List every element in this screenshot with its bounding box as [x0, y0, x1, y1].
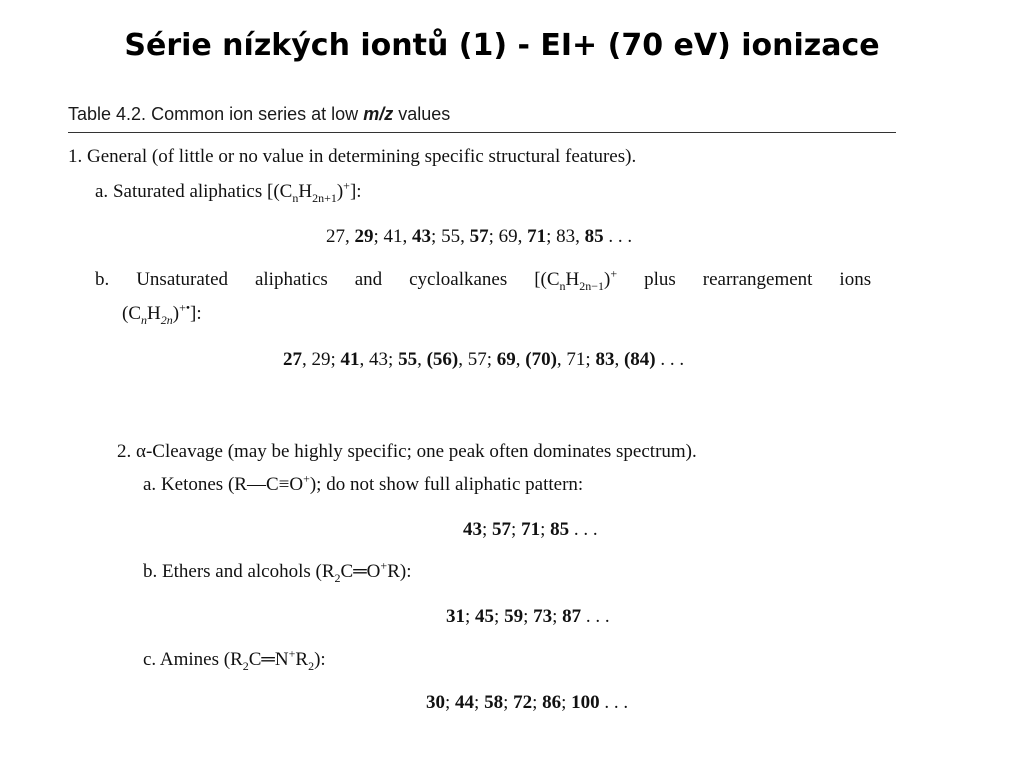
- ion-separator: ;: [482, 519, 493, 540]
- ion-separator: . . .: [581, 606, 610, 627]
- ion-value: 29: [354, 226, 374, 247]
- item-1b-word: cycloalkanes: [409, 269, 508, 290]
- caption-text: Common ion series at low: [151, 104, 359, 124]
- ion-value: 41: [340, 349, 360, 370]
- item-2c: [143, 648, 326, 672]
- slide-title: Série nízkých iontů (1) - EI+ (70 eV) ionizace: [124, 28, 880, 63]
- item-1b-l2-sub-2n: 2n: [160, 312, 173, 327]
- item-1a-sup: +: [343, 178, 350, 193]
- item-1a-text: Saturated aliphatics [(C: [112, 181, 293, 202]
- item-2b-end: R):: [387, 561, 412, 582]
- ion-separator: ,: [302, 349, 312, 370]
- ion-value: 45: [475, 606, 495, 627]
- ion-separator: ;: [511, 519, 522, 540]
- table-caption: [68, 104, 450, 125]
- ion-separator: . . .: [603, 226, 633, 247]
- section-1-heading: [68, 145, 636, 169]
- ion-separator: ;: [488, 226, 499, 247]
- ion-separator: . . .: [599, 692, 629, 713]
- ion-separator: ;: [373, 226, 384, 247]
- ion-value: 27: [283, 349, 302, 370]
- item-1b-line-1: [95, 268, 871, 292]
- ion-value: 58: [484, 692, 504, 713]
- item-1b-word: aliphatics: [254, 269, 328, 290]
- item-1a-end: ]:: [349, 181, 362, 202]
- section-2-heading: [117, 440, 697, 464]
- ion-value: 71: [527, 226, 547, 247]
- item-2b-text: Ethers and alcohols (R: [162, 561, 335, 582]
- ion-separator: ,: [515, 349, 526, 370]
- item-1b-word: and: [354, 269, 383, 290]
- ion-value: (84): [623, 349, 656, 370]
- item-1a-marker: a.: [95, 181, 109, 202]
- series-2b: [446, 605, 610, 629]
- item-1b-l2-end: ]:: [190, 303, 202, 324]
- ion-value: (56): [426, 349, 459, 370]
- item-2b-sup: +: [380, 558, 388, 573]
- ion-separator: ;: [494, 606, 505, 627]
- ion-separator: ;: [585, 349, 596, 370]
- ion-value: 59: [504, 606, 524, 627]
- item-1b-l2-sub-n: n: [141, 312, 147, 327]
- series-2a: [463, 518, 598, 542]
- ion-value: 71: [521, 519, 541, 540]
- ion-value: 86: [542, 692, 562, 713]
- item-1b-word: Unsaturated: [136, 269, 229, 290]
- item-2c-sup: +: [288, 646, 296, 661]
- ion-value: 69: [496, 349, 516, 370]
- ion-separator: ;: [561, 692, 572, 713]
- ion-value: 27: [326, 226, 345, 247]
- ion-separator: ,: [345, 226, 355, 247]
- ion-value: (70): [525, 349, 557, 370]
- item-2c-mid: C═N: [248, 649, 289, 670]
- ion-separator: ,: [517, 226, 528, 247]
- ion-value: 43: [369, 349, 389, 370]
- series-1a: [326, 225, 632, 249]
- item-2b-mid: C═O: [340, 561, 381, 582]
- ion-separator: ;: [503, 692, 514, 713]
- item-1b-marker: b.: [95, 269, 110, 290]
- section-2-text: α-Cleavage (may be highly specific; one peak often dominates spectrum).: [136, 441, 697, 462]
- item-1b-l2-close: ): [172, 303, 180, 324]
- item-2a-sup: +: [303, 471, 310, 486]
- caption-text-after: values: [398, 104, 451, 124]
- item-2c-text: Amines (R: [159, 649, 243, 670]
- item-2a: [143, 473, 583, 497]
- item-1b-formula-sub-2n-1: 2n−1: [579, 278, 605, 293]
- item-1b-word: ions: [839, 269, 872, 290]
- item-1b-formula-pre: [(C: [534, 269, 560, 290]
- ion-separator: ;: [532, 692, 543, 713]
- ion-separator: ;: [523, 606, 534, 627]
- item-1b-l2-sup: +•: [179, 300, 191, 315]
- item-1b-formula-sub-n: n: [559, 278, 566, 293]
- item-2a-end: ); do not show full aliphatic pattern:: [309, 474, 584, 495]
- ion-value: 72: [513, 692, 533, 713]
- section-1-marker: 1.: [68, 146, 83, 167]
- item-1b-formula-close: ): [604, 269, 611, 290]
- section-2-marker: 2.: [117, 441, 132, 462]
- ion-separator: . . .: [655, 349, 685, 370]
- ion-value: 44: [455, 692, 475, 713]
- ion-separator: ,: [614, 349, 624, 370]
- ion-separator: ;: [552, 606, 563, 627]
- ion-value: 41: [383, 226, 403, 247]
- ion-value: 69: [498, 226, 518, 247]
- ion-separator: ,: [575, 226, 585, 247]
- caption-mz: m/z: [363, 104, 394, 124]
- series-1b: [283, 348, 684, 372]
- ion-value: 30: [426, 692, 445, 713]
- item-2b: [143, 560, 411, 584]
- ion-value: 100: [571, 692, 600, 713]
- ion-separator: ;: [388, 349, 399, 370]
- item-1b-formula: [534, 266, 618, 293]
- ion-separator: ,: [402, 226, 413, 247]
- ion-value: 43: [463, 519, 482, 540]
- section-1-text: General (of little or no value in determining specific structural features).: [87, 146, 637, 167]
- item-1b-word: plus: [644, 269, 676, 290]
- item-1b-line-2: [122, 302, 202, 326]
- item-1b-l2-h: H: [147, 303, 161, 324]
- item-2a-text: Ketones (R—C≡O: [160, 474, 304, 495]
- item-2c-sub: 2: [242, 658, 249, 673]
- ion-separator: ;: [486, 349, 497, 370]
- ion-value: 71: [566, 349, 586, 370]
- item-1a: [95, 180, 362, 204]
- ion-separator: ;: [465, 606, 476, 627]
- caption-label: Table 4.2.: [68, 104, 147, 124]
- ion-separator: ;: [330, 349, 341, 370]
- caption-rule: [68, 132, 896, 133]
- item-2c-sub2: 2: [308, 658, 315, 673]
- ion-separator: ;: [431, 226, 442, 247]
- item-2a-marker: a.: [143, 474, 157, 495]
- item-1b-formula-h: H: [565, 269, 580, 290]
- series-2c: [426, 691, 628, 715]
- item-1a-sub-2n1: 2n+1: [312, 190, 337, 205]
- item-1a-h: H: [298, 181, 313, 202]
- item-2b-sub: 2: [334, 570, 341, 585]
- ion-value: 57: [467, 349, 487, 370]
- ion-separator: ,: [359, 349, 370, 370]
- ion-value: 73: [533, 606, 553, 627]
- ion-separator: ;: [546, 226, 557, 247]
- ion-separator: ;: [540, 519, 551, 540]
- item-1b-formula-sup: +: [610, 266, 618, 281]
- item-2c-marker: c.: [143, 649, 157, 670]
- item-2c-end: ):: [314, 649, 326, 670]
- item-1b-word: rearrangement: [702, 269, 813, 290]
- ion-separator: ;: [474, 692, 485, 713]
- ion-separator: ,: [417, 349, 427, 370]
- ion-value: 55: [441, 226, 461, 247]
- ion-value: 43: [412, 226, 432, 247]
- ion-value: 57: [469, 226, 489, 247]
- item-1a-close: ): [336, 181, 344, 202]
- ion-separator: ,: [556, 349, 567, 370]
- ion-value: 83: [556, 226, 576, 247]
- ion-value: 55: [398, 349, 418, 370]
- ion-value: 83: [595, 349, 615, 370]
- ion-value: 29: [311, 349, 331, 370]
- ion-value: 85: [550, 519, 570, 540]
- ion-value: 87: [562, 606, 582, 627]
- item-2c-mid2: R: [295, 649, 309, 670]
- ion-separator: . . .: [569, 519, 598, 540]
- ion-value: 85: [584, 226, 604, 247]
- ion-value: 57: [492, 519, 512, 540]
- ion-separator: ,: [460, 226, 470, 247]
- ion-separator: ,: [458, 349, 468, 370]
- ion-value: 31: [446, 606, 465, 627]
- ion-separator: ;: [445, 692, 456, 713]
- item-1a-sub-n: n: [292, 190, 299, 205]
- item-2b-marker: b.: [143, 561, 158, 582]
- item-1b-l2-pre: (C: [122, 303, 141, 324]
